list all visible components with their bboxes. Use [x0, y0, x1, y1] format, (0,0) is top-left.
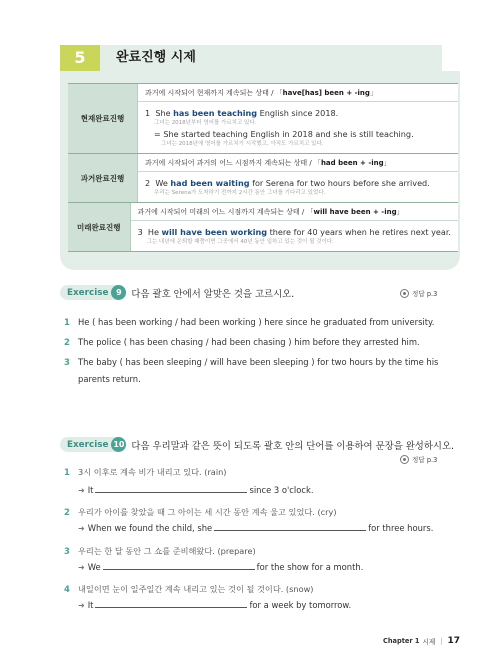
exercise-10-item-1-prompt: 3시 이후로 계속 비가 내리고 있다. (rain)	[78, 467, 227, 477]
exercise-10-answer-ref[interactable]: 정답 p.3	[400, 454, 437, 464]
tense-form: have[has] been + -ing	[282, 89, 370, 97]
exercise-number: 10	[111, 437, 126, 452]
grammar-row-present-perfect-progressive	[68, 84, 458, 154]
exercise-10-item-4-answer: ➜ It for a week by tomorrow.	[78, 600, 352, 610]
exercise-10-item-1-answer: ➜ It since 3 o'clock.	[78, 485, 314, 495]
item-number: 2	[64, 337, 70, 347]
grammar-row-future-perfect-progressive	[68, 203, 458, 252]
exercise-9-item-3: The baby ( has been sleeping / will have been sleeping ) for two hours by the time his	[78, 357, 439, 367]
tense-label: 과거완료진행	[68, 154, 138, 202]
exercise-10-item-2-prompt: 우리가 아이를 찾았을 때 그 아이는 세 시간 동안 계속 울고 있었다. (cry)	[78, 507, 337, 517]
grammar-box	[60, 71, 460, 270]
item-number: 2	[64, 507, 70, 517]
tense-definition: 과거에 시작되어 현재까지 계속되는 상태 / 「have[has] been + -ing」	[138, 84, 458, 102]
example-sentence: 3 He will have been working there for 40 years when he retires next year.	[137, 227, 451, 237]
item-number: 3	[64, 546, 70, 556]
grammar-content	[138, 84, 458, 153]
footer-separator: |	[440, 637, 443, 645]
example-block	[131, 221, 458, 251]
page-number: 17	[447, 636, 460, 646]
exercise-10-item-3-answer: ➜ We for the show for a month.	[78, 562, 364, 572]
exercise-9-item-1: He ( has been working / had been working ) here since he graduated from university.	[78, 317, 435, 327]
arrow-icon: ➜	[78, 486, 85, 495]
exercise-9-item-2: The police ( has been chasing / had been chasing ) him before they arrested him.	[78, 337, 420, 347]
tense-label: 현재완료진행	[68, 84, 138, 153]
tense-definition: 과거에 시작되어 과거의 어느 시점까지 계속되는 상태 / 「had been + -ing」	[138, 154, 458, 172]
tense-form: had been + -ing	[320, 159, 384, 167]
exercise-9-answer-ref[interactable]: 정답 p.3	[400, 288, 437, 298]
tense-label: 미래완료진행	[68, 203, 131, 251]
answer-blank[interactable]	[95, 599, 247, 608]
exercise-10-item-3-prompt: 우리는 한 달 동안 그 쇼를 준비해왔다. (prepare)	[78, 546, 256, 556]
example-sentence: 1 She has been teaching English since 2018.	[145, 108, 339, 118]
exercise-9-item-3-cont: parents return.	[78, 374, 141, 384]
answer-key-icon	[400, 455, 409, 464]
page-footer	[370, 636, 460, 646]
arrow-icon: ➜	[78, 601, 85, 610]
answer-blank[interactable]	[103, 561, 255, 570]
exercise-10-item-4-prompt: 내일이면 눈이 일주일간 계속 내리고 있는 것이 될 것이다. (snow)	[78, 584, 314, 594]
exercise-9-header	[60, 285, 294, 300]
exercise-10-badge: Exercise 10	[60, 437, 126, 452]
exercise-10-instruction: 다음 우리말과 같은 뜻이 되도록 괄호 안의 단어를 이용하여 문장을 완성하시오.	[131, 440, 455, 452]
example-translation: 우리는 Serena가 도착하기 전까지 2시간 동안 그녀를 기다리고 있었다.	[154, 190, 326, 196]
exercise-number: 9	[111, 285, 126, 300]
example-translation: 그녀는 2018년부터 영어를 가르치고 있다.	[154, 120, 257, 126]
section-number: 5	[60, 45, 100, 71]
section-header	[60, 45, 442, 71]
chapter-label: Chapter 1	[383, 637, 420, 645]
arrow-icon: ➜	[78, 524, 85, 533]
grammar-content	[131, 203, 458, 251]
tense-form: will have been + -ing	[313, 208, 397, 216]
answer-blank[interactable]	[214, 522, 366, 531]
exercise-9-instruction: 다음 괄호 안에서 알맞은 것을 고르시오.	[131, 288, 295, 300]
exercise-10-item-2-answer: ➜ When we found the child, she for three hours.	[78, 523, 434, 533]
example-block	[138, 172, 458, 202]
exercise-9-badge: Exercise 9	[60, 285, 126, 300]
example-paraphrase: = She started teaching English in 2018 and she is still teaching.	[154, 129, 414, 139]
item-number: 1	[64, 317, 70, 327]
item-number: 4	[64, 584, 70, 594]
section-title: 완료진행 시제	[116, 50, 196, 65]
answer-blank[interactable]	[95, 484, 247, 493]
example-sentence: 2 We had been waiting for Serena for two hours before she arrived.	[145, 178, 430, 188]
item-number: 1	[64, 467, 70, 477]
answer-key-icon	[400, 289, 409, 298]
arrow-icon: ➜	[78, 563, 85, 572]
example-block	[138, 102, 458, 153]
grammar-table	[68, 83, 458, 252]
grammar-content	[138, 154, 458, 202]
example-translation: 그는 내년에 은퇴할 때쯤이면 그곳에서 40년 동안 일하고 있는 것이 될 것이다.	[146, 239, 334, 245]
exercise-10-header	[60, 437, 454, 452]
grammar-row-past-perfect-progressive	[68, 154, 458, 203]
example-paraphrase-translation: 그녀는 2018년에 영어를 가르치기 시작했고, 아직도 가르치고 있다.	[161, 141, 324, 147]
tense-definition: 과거에 시작되어 미래의 어느 시점까지 계속되는 상태 / 「will have been + -ing」	[131, 203, 458, 221]
chapter-title: 시제	[422, 638, 436, 646]
item-number: 3	[64, 357, 70, 367]
